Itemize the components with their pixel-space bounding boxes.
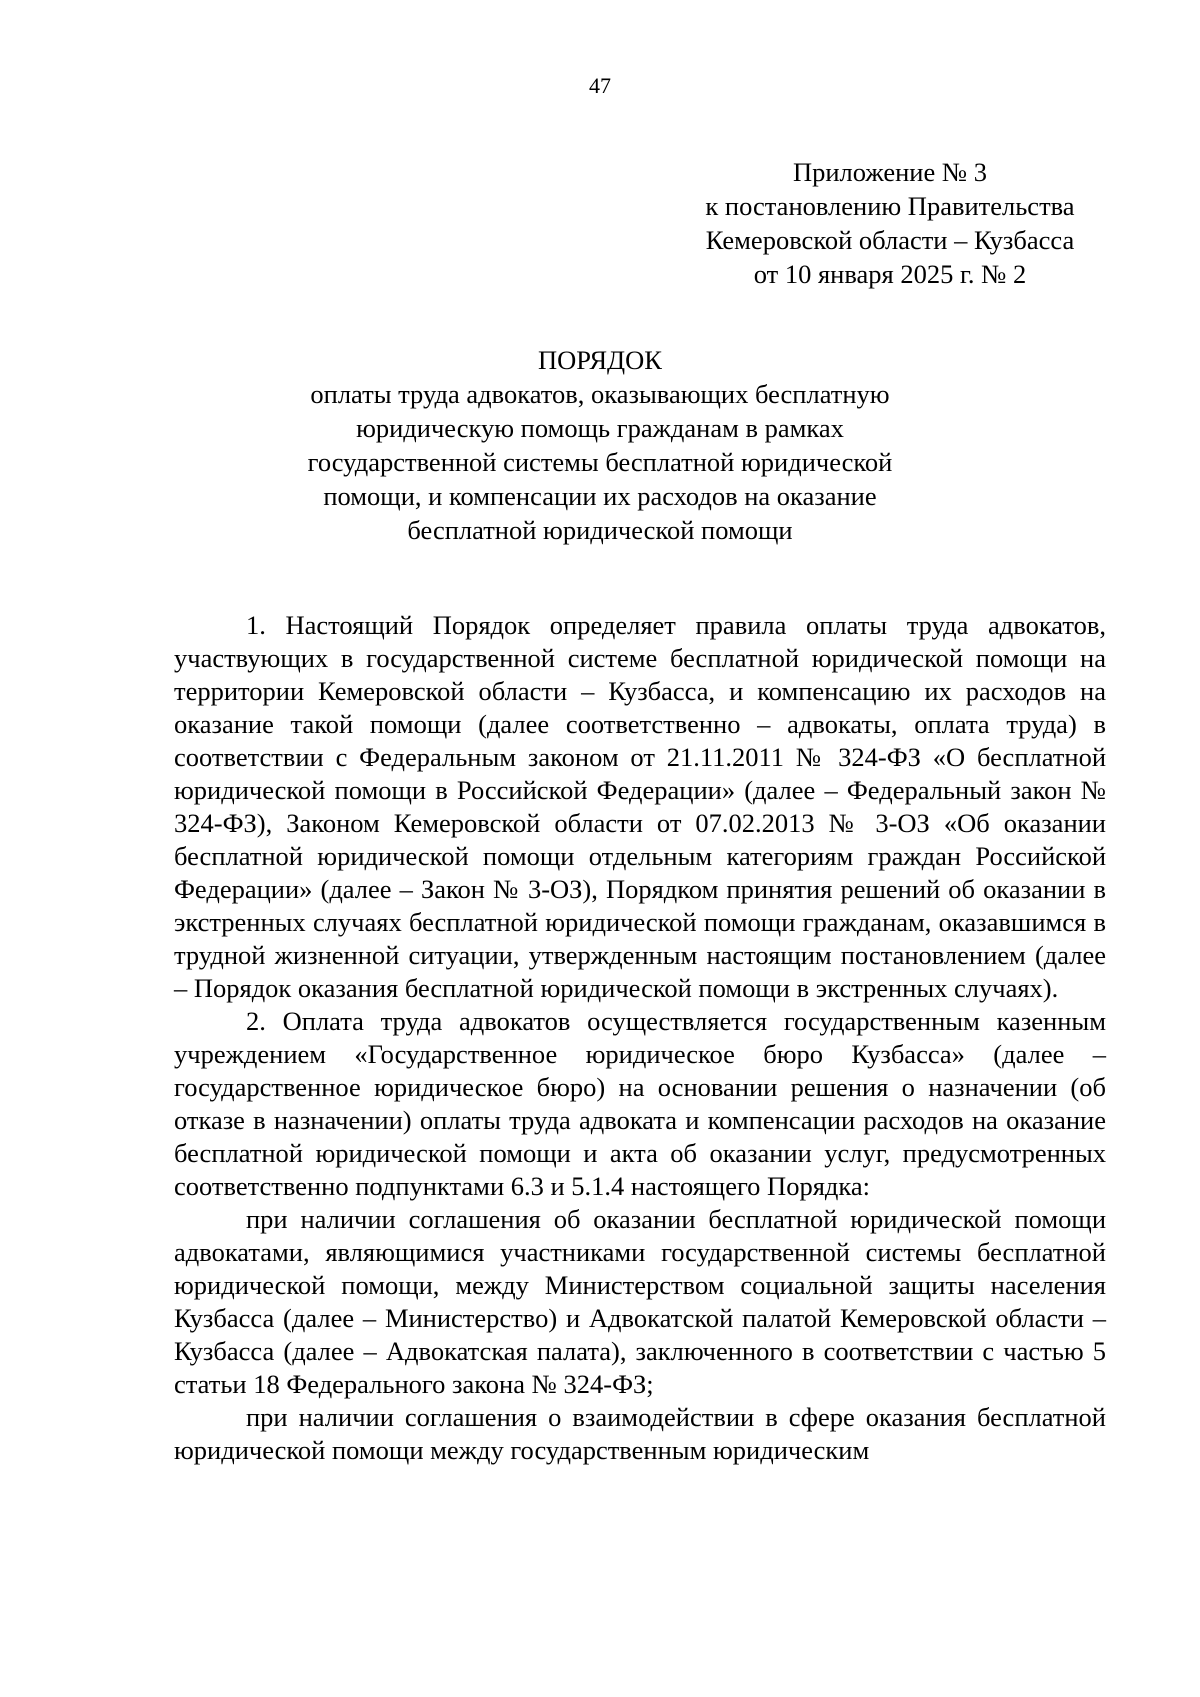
appendix-header: [660, 155, 1120, 291]
paragraph-2-subitem-2: при наличии соглашения о взаимодействии в сфере оказания бесплатной юридической помощи между государственным юридическим: [174, 1402, 1106, 1465]
appendix-date: от 10 января 2025 г. № 2: [753, 259, 1027, 289]
page-number: 47: [589, 73, 611, 98]
title-line: оплаты труда адвокатов, оказывающих бесплатную: [310, 379, 890, 409]
paragraph-2: 2. Оплата труда адвокатов осуществляется государственным казенным учреждением «Государственное юридическое бюро Кузбасса» (далее – государственное юридическое бюро) на основании решения о назначении (об отказе в назначении) оплаты труда адвоката и компенсации расходов на оказание бесплатной юридической помощи и акта об оказании услуг, предусмотренных соответственно подпунктами 6.3 и 5.1.4 настоящего Порядка:: [174, 1006, 1106, 1201]
title-line: бесплатной юридической помощи: [407, 515, 793, 545]
document-body: [174, 609, 1106, 1467]
title-line: государственной системы бесплатной юридической: [307, 447, 893, 477]
appendix-region: Кемеровской области – Кузбасса: [705, 225, 1075, 255]
title-line: юридическую помощь гражданам в рамках: [356, 413, 844, 443]
title-heading: ПОРЯДОК: [538, 345, 662, 375]
paragraph-2-subitem-1: при наличии соглашения об оказании бесплатной юридической помощи адвокатами, являющимися участниками государственной системы бесплатной юридической помощи, между Министерством социальной защиты населения Кузбасса (далее – Министерство) и Адвокатской палатой Кемеровской области – Кузбасса (далее – Адвокатская палата), заключенного в соответствии с частью 5 статьи 18 Федерального закона № 324-ФЗ;: [174, 1204, 1106, 1399]
paragraph-1: 1. Настоящий Порядок определяет правила оплаты труда адвокатов, участвующих в государственной системе бесплатной юридической помощи на территории Кемеровской области – Кузбасса, и компенсацию их расходов на оказание такой помощи (далее соответственно – адвокаты, оплата труда) в соответствии с Федеральным законом от 21.11.2011 № 324-ФЗ «О бесплатной юридической помощи в Российской Федерации» (далее – Федеральный закон № 324-ФЗ), Законом Кемеровской области от 07.02.2013 № 3-ОЗ «Об оказании бесплатной юридической помощи отдельным категориям граждан Российской Федерации» (далее – Закон № 3-ОЗ), Порядком принятия решений об оказании в экстренных случаях бесплатной юридической помощи гражданам, оказавшимся в трудной жизненной ситуации, утвержденным настоящим постановлением (далее – Порядок оказания бесплатной юридической помощи в экстренных случаях).: [174, 610, 1106, 1003]
title-line: помощи, и компенсации их расходов на оказание: [323, 481, 877, 511]
appendix-number: Приложение № 3: [792, 157, 987, 187]
document-title: [0, 343, 1200, 547]
appendix-resolution-ref: к постановлению Правительства: [705, 191, 1075, 221]
